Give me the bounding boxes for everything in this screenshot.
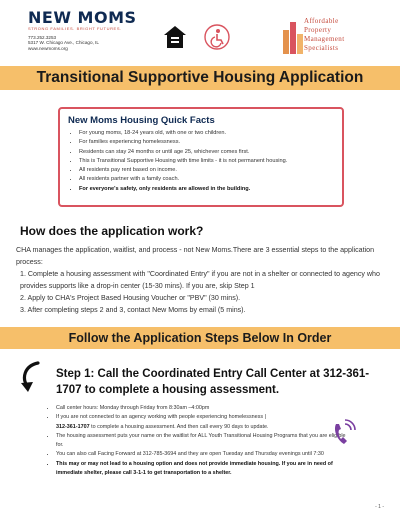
- detail-waitlist: • The housing assessment puts your name on the waitlist for ALL Youth Transitional Housing Programs that you are eligible for.: [56, 432, 352, 451]
- fact-item-safety: • For everyone's safety, only residents are allowed in the building.: [79, 185, 334, 194]
- logo-name: NEW MOMS: [28, 8, 137, 27]
- detail-connect-text: If you are not connected to an agency working with people experiencing homelessness |: [56, 414, 266, 421]
- page-number: - 1 -: [375, 504, 384, 510]
- fact-item: • All residents partner with a family coach.: [79, 175, 334, 184]
- detail-warning: • This may or may not lead to a housing option and does not provide immediate housing. If you are in need of immediate shelter, please call 3-1-1 to get transportation to a shelter.: [56, 460, 352, 479]
- curved-arrow-icon: [18, 360, 44, 394]
- phone-icon: [330, 418, 356, 448]
- how-heading: How does the application work?: [20, 224, 204, 238]
- detail-hours: • Call center hours: Monday through Friday from 8:30am –4:00pm: [56, 404, 352, 413]
- detail-connect: [56, 413, 352, 432]
- buildings-icon: [282, 16, 304, 56]
- partner-line-2: Property: [304, 26, 332, 34]
- quick-facts-list: [68, 129, 334, 194]
- new-moms-logo: [28, 10, 138, 51]
- apm-logo: [282, 16, 382, 58]
- fact-item: • For families experiencing homelessness.: [79, 138, 334, 147]
- steps-list: [20, 268, 380, 316]
- step-item: 1. Complete a housing assessment with "Coordinated Entry" if you are not in a shelter or connected to agency who provides supports like a drop-in center (15-30 mins). If you are, skip Step 1: [20, 270, 380, 290]
- logo-tagline: STRONG FAMILIES. BRIGHT FUTURES.: [28, 26, 122, 31]
- how-intro: CHA manages the application, waitlist, and process - not New Moms.There are 3 essential steps to the application process:: [16, 246, 375, 266]
- page-title: Transitional Supportive Housing Application: [36, 69, 364, 86]
- equal-housing-icon: [162, 24, 188, 50]
- fact-item: • Residents can stay 24 months or until age 25, whichever comes first.: [79, 148, 334, 157]
- step-item: 2. Apply to CHA's Project Based Housing Voucher or "PBV" (30 mins).: [20, 294, 241, 302]
- fact-item: • All residents pay rent based on income.: [79, 166, 334, 175]
- detail-facing-forward: • You can also call Facing Forward at 312-785-3694 and they are open Tuesday and Thursday evenings until 7:30: [56, 450, 352, 459]
- detail-connect-rest: to complete a housing assessment. And then call every 90 days to update.: [89, 423, 269, 430]
- accessibility-icon: [204, 24, 230, 50]
- quick-facts-box: [58, 107, 344, 207]
- fact-item: • For young moms, 18-24 years old, with one or two children.: [79, 129, 334, 138]
- step-item: 3. After completing steps 2 and 3, contact New Moms by email (5 mins).: [20, 306, 246, 314]
- header: [0, 8, 400, 66]
- follow-steps-heading: Follow the Application Steps Below In Order: [68, 331, 332, 345]
- title-bar: [0, 66, 400, 90]
- step1-details: [46, 404, 352, 478]
- partner-line-1: Affordable: [304, 17, 339, 25]
- org-phone: 773.252.3253: [28, 35, 57, 40]
- partner-line-3: Management: [304, 35, 345, 43]
- partner-line-4: Specialists: [304, 44, 339, 52]
- call-center-phone[interactable]: 312-361-1707: [56, 423, 90, 430]
- follow-steps-bar: [0, 327, 400, 349]
- org-address: 5317 W. Chicago Ave., Chicago, IL: [28, 40, 99, 46]
- quick-facts-heading: New Moms Housing Quick Facts: [68, 115, 215, 126]
- org-website: www.newmoms.org: [28, 45, 68, 51]
- step1-heading: Step 1: Call the Coordinated Entry Call Center at 312-361-1707 to complete a housing assessment.: [56, 368, 370, 396]
- fact-item: • This is Transitional Supportive Housing with time limits - it is not permanent housing.: [79, 157, 334, 166]
